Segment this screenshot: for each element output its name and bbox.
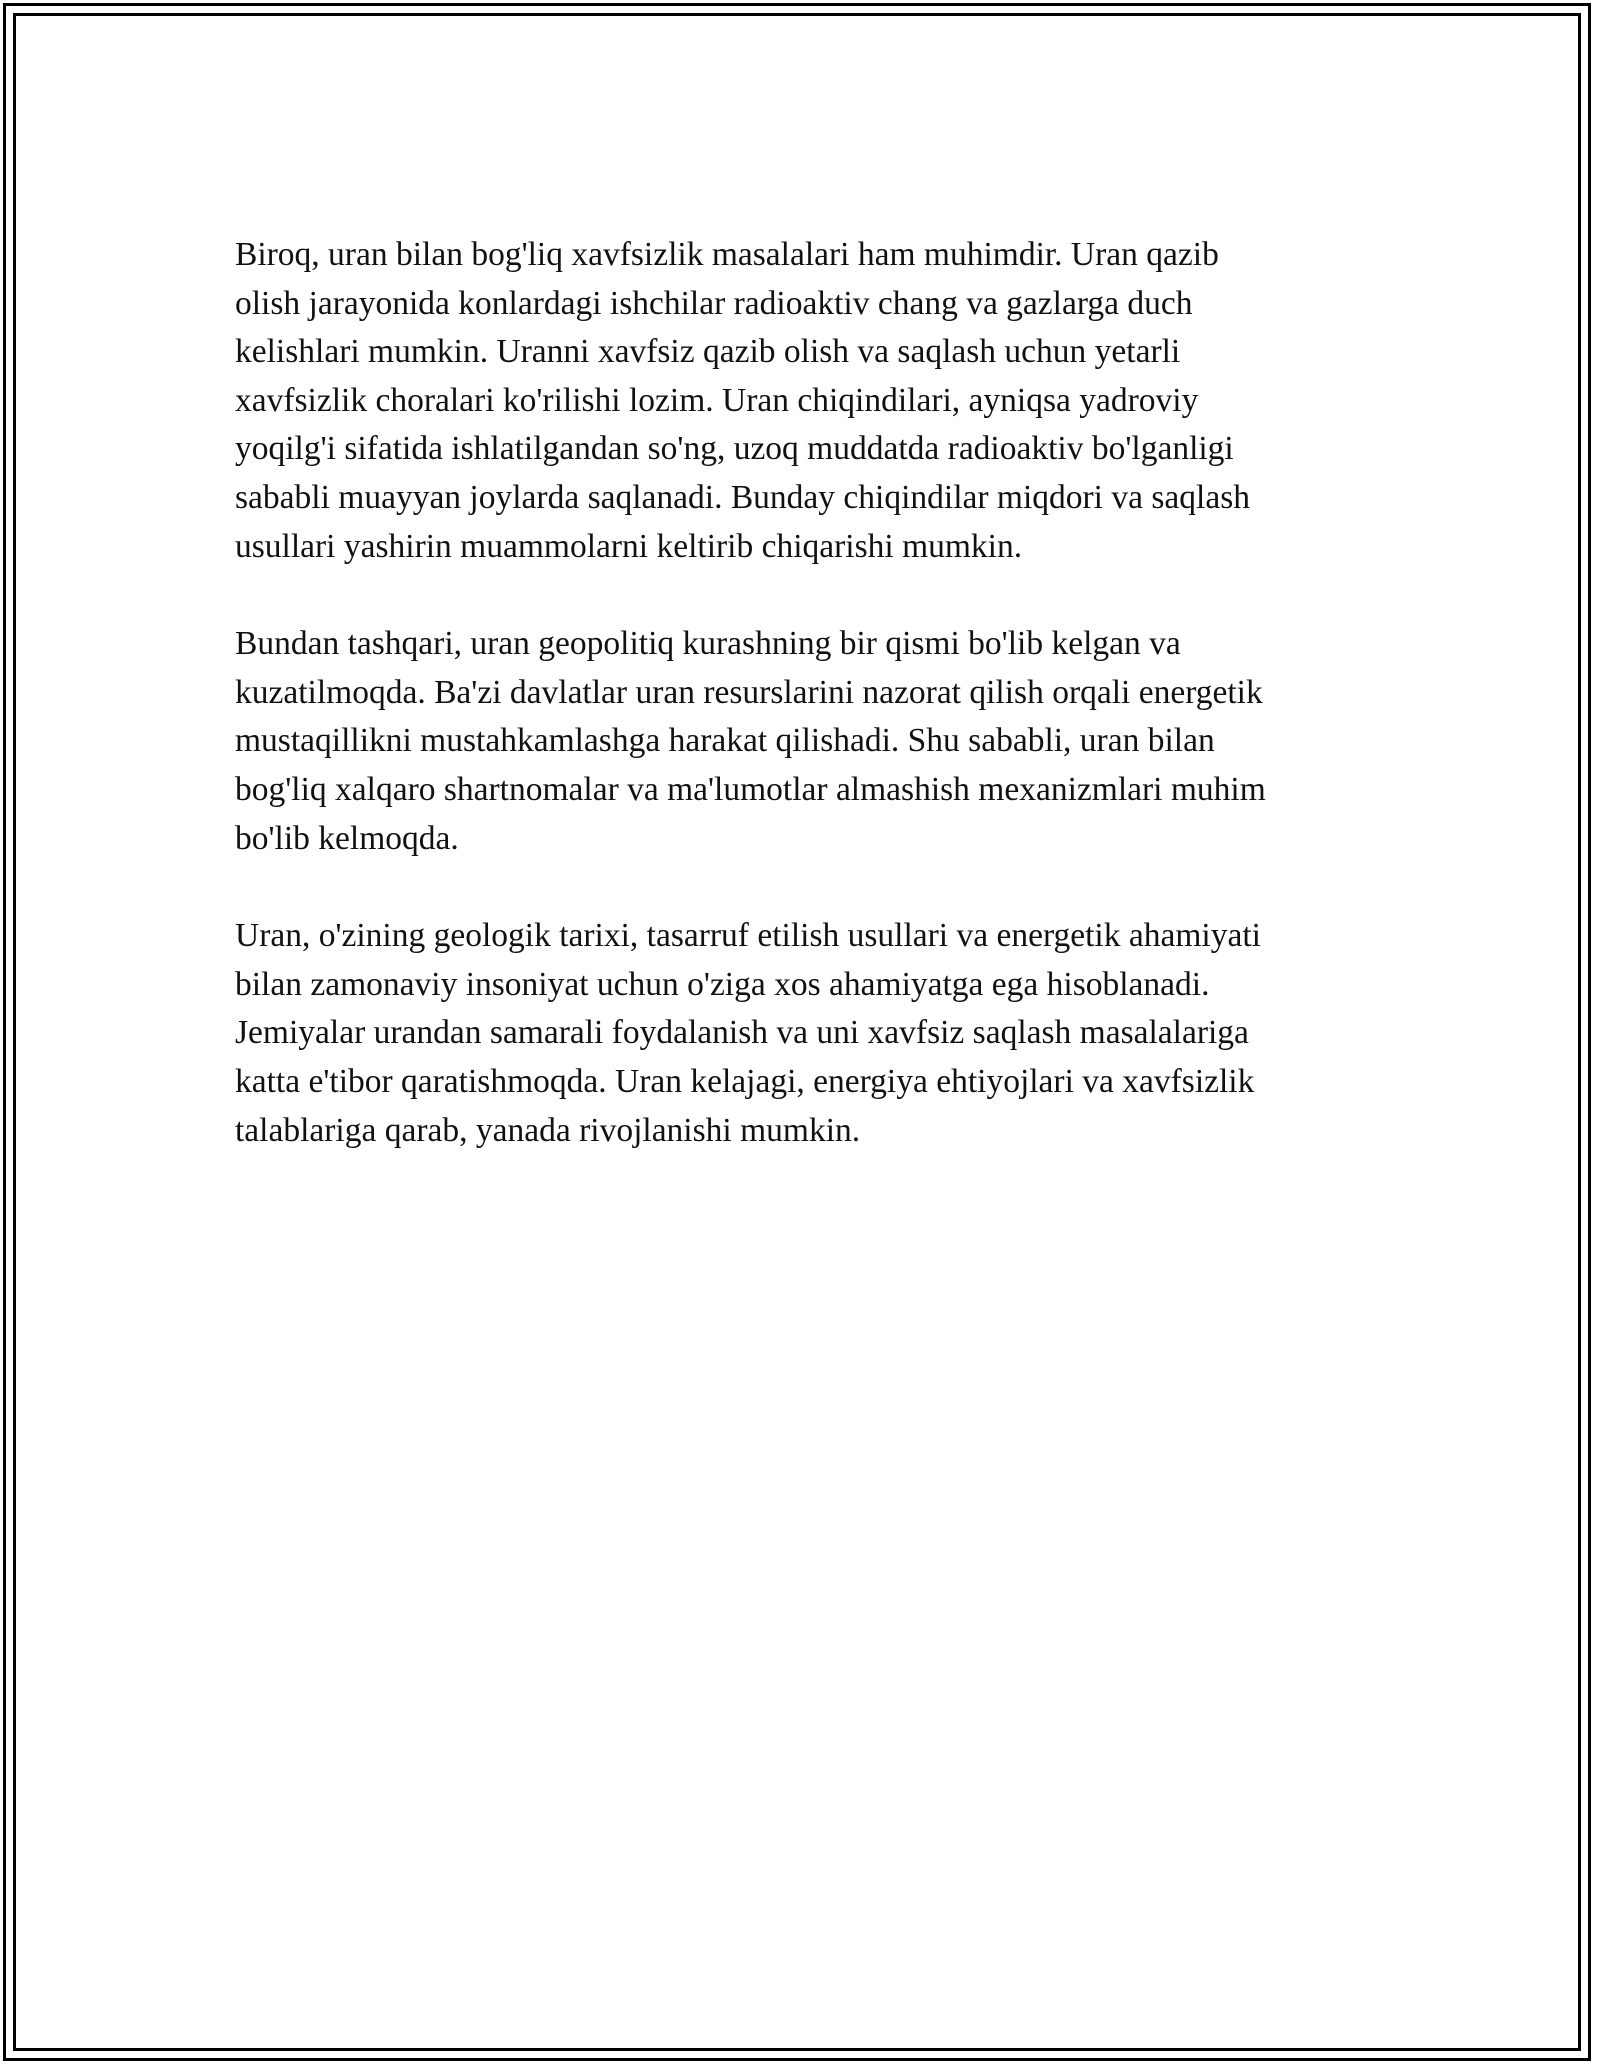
text-line: bog'liq xalqaro shartnomalar va ma'lumotlar almashish mexanizmlari muhim [235,770,1266,808]
text-line: Uran, o'zining geologik tarixi, tasarruf etilish usullari va energetik ahamiyati [235,917,1261,955]
paragraph-2 [235,620,1380,863]
text-line: xavfsizlik choralari ko'rilishi lozim. Uran chiqindilari, ayniqsa yadroviy [235,381,1199,419]
text-line: yoqilg'i sifatida ishlatilgandan so'ng, uzoq muddatda radioaktiv bo'lganligi [235,430,1234,468]
text-line: mustaqillikni mustahkamlashga harakat qilishadi. Shu sababli, uran bilan [235,722,1215,760]
paragraph-3 [235,912,1380,1155]
text-line: kuzatilmoqda. Ba'zi davlatlar uran resurslarini nazorat qilish orqali energetik [235,673,1263,711]
text-line: bilan zamonaviy insoniyat uchun o'ziga xos ahamiyatga ega hisoblanadi. [235,965,1210,1003]
text-line: kelishlari mumkin. Uranni xavfsiz qazib olish va saqlash uchun yetarli [235,333,1181,371]
text-line: bo'lib kelmoqda. [235,819,459,857]
text-line: olish jarayonida konlardagi ishchilar radioaktiv chang va gazlarga duch [235,284,1193,322]
text-line: sababli muayyan joylarda saqlanadi. Bunday chiqindilar miqdori va saqlash [235,478,1250,516]
text-line: usullari yashirin muammolarni keltirib chiqarishi mumkin. [235,527,1023,565]
document-body [235,231,1380,1204]
paragraph-1 [235,231,1380,571]
text-line: Bundan tashqari, uran geopolitiq kurashning bir qismi bo'lib kelgan va [235,625,1181,663]
text-line: Jemiyalar urandan samarali foydalanish va uni xavfsiz saqlash masalalariga [235,1014,1249,1052]
text-line: talablariga qarab, yanada rivojlanishi mumkin. [235,1111,861,1149]
text-line: katta e'tibor qaratishmoqda. Uran kelajagi, energiya ehtiyojlari va xavfsizlik [235,1062,1255,1100]
text-line: Biroq, uran bilan bog'liq xavfsizlik masalalari ham muhimdir. Uran qazib [235,236,1219,273]
